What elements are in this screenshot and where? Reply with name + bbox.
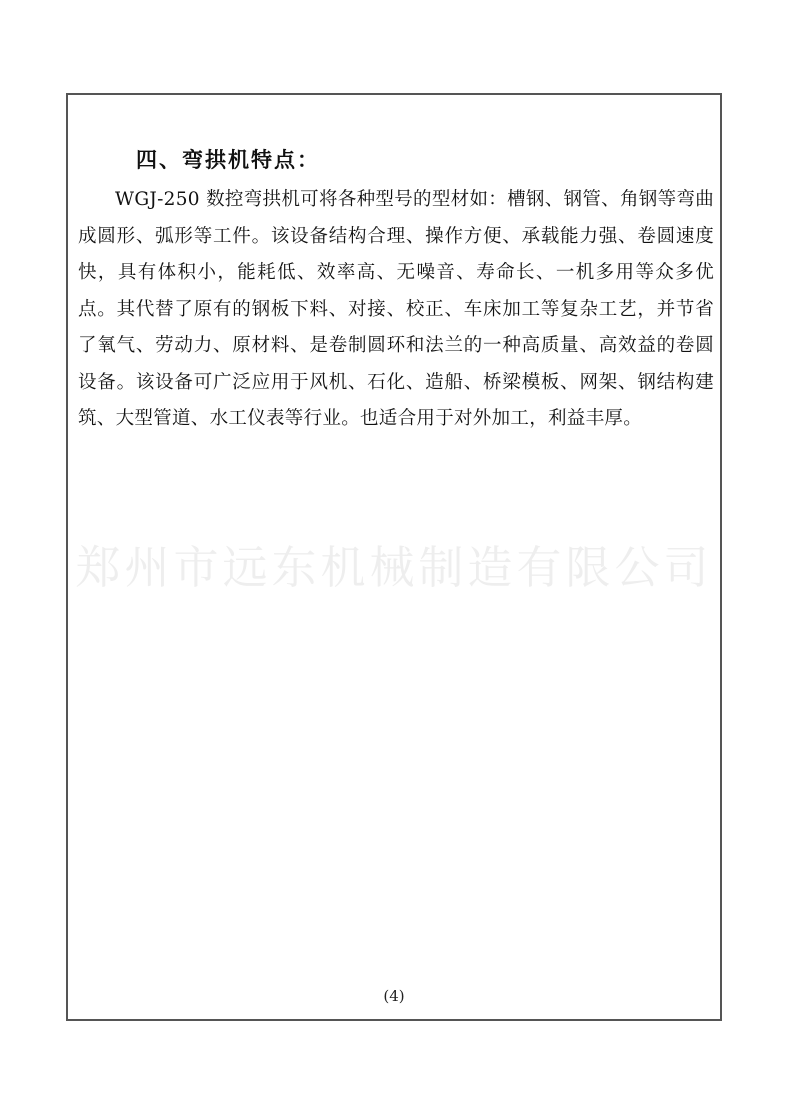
page-number: (4)	[383, 987, 405, 1005]
company-watermark: 郑州市远东机械制造有限公司	[75, 541, 713, 594]
section-heading: 四、弯拱机特点：	[136, 147, 320, 172]
body-paragraph: WGJ-250 数控弯拱机可将各种型号的型材如：槽钢、钢管、角钢等弯曲成圆形、弧形等工件。该设备结构合理、操作方便、承载能力强、卷圆速度快，具有体积小，能耗低、效率高、无噪音、寿命长、一机多用等众多优点。其代替了原有的钢板下料、对接、校正、车床加工等复杂工艺，并节省了氧气、劳动力、原材料、是卷制圆环和法兰的一种高质量、高效益的卷圆设备。该设备可广泛应用于风机、石化、造船、桥梁模板、网架、钢结构建筑、大型管道、水工仪表等行业。也适合用于对外加工，利益丰厚。	[78, 189, 714, 429]
